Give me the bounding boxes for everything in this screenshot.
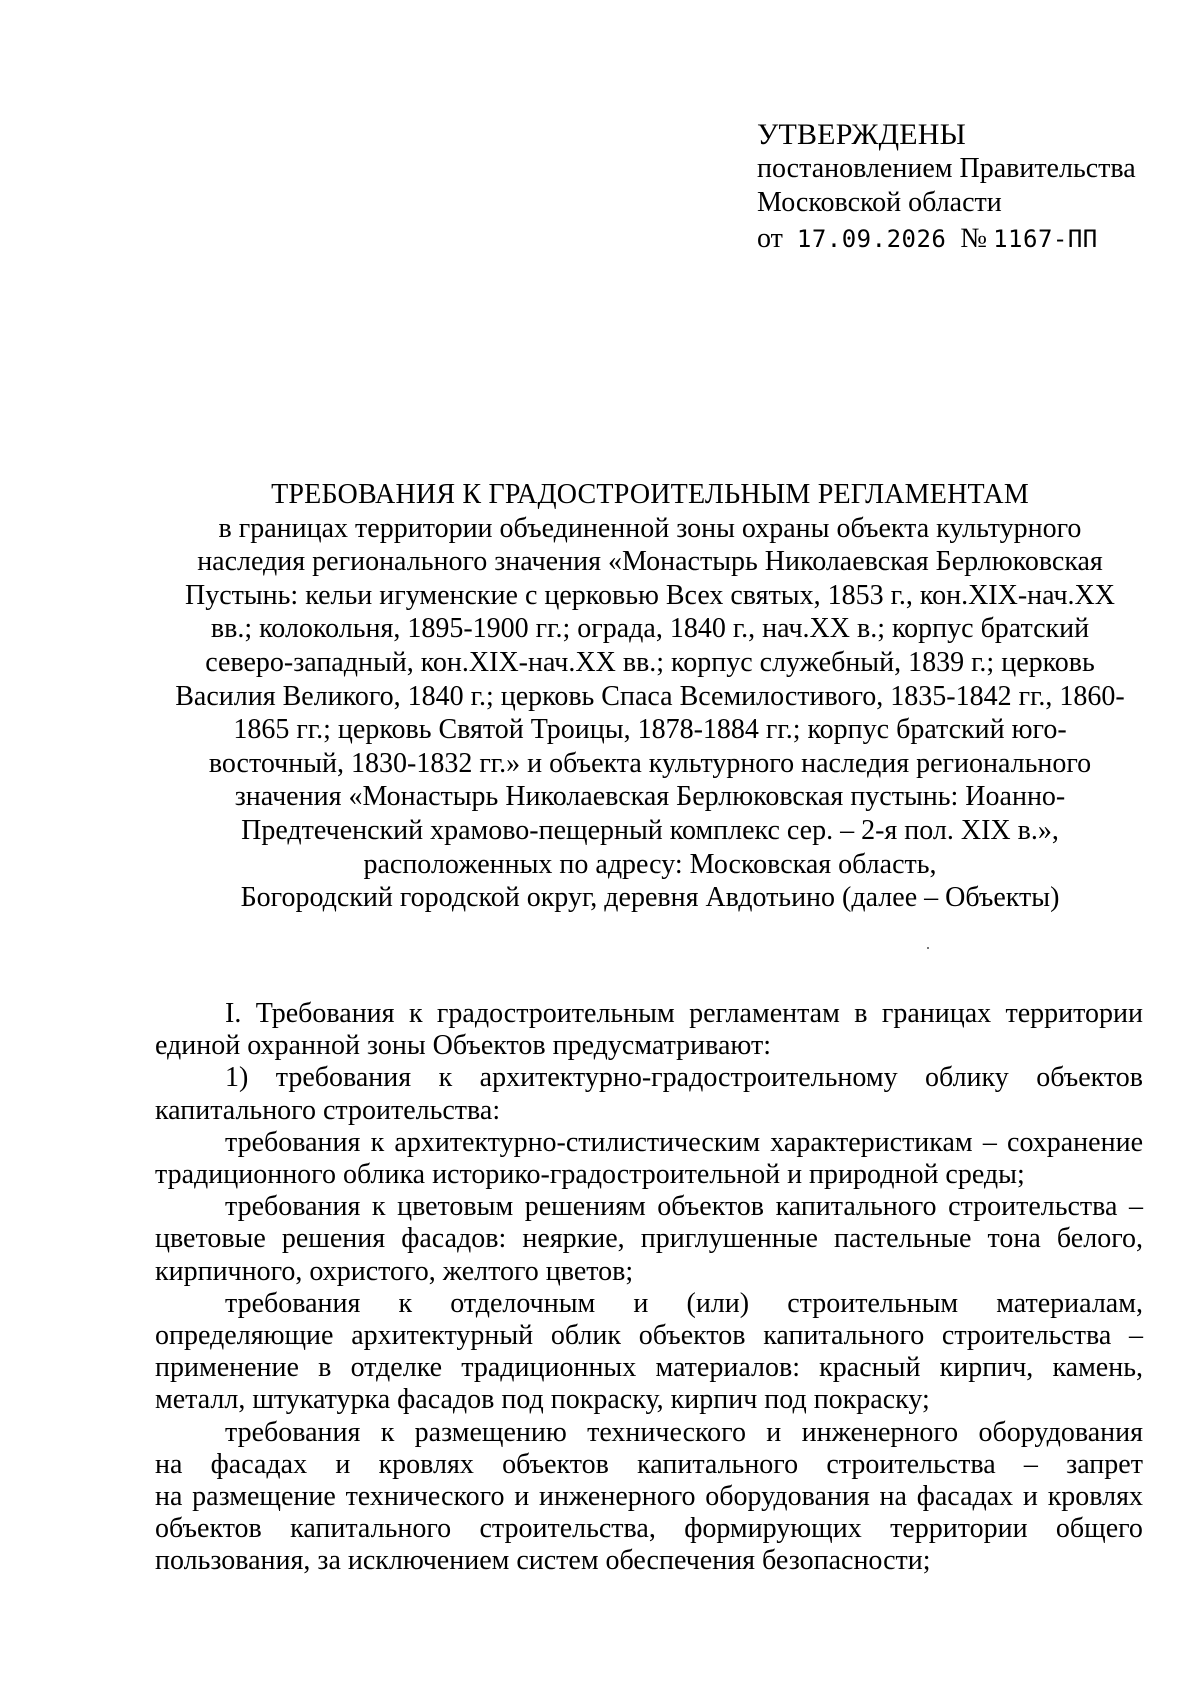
color-req-text: цветовые решения фасадов: неяркие, приглушенные пастельные тона белого, bbox=[155, 1223, 1143, 1255]
material-req-word: к bbox=[398, 1287, 413, 1319]
item-1-text: капитального строительства: bbox=[155, 1094, 501, 1126]
item-1-line bbox=[155, 1095, 1143, 1127]
equipment-req-word: территории bbox=[890, 1513, 1028, 1545]
title-line: Василия Великого, 1840 г.; церковь Спаса Всемилостивого, 1835-1842 гг., 1860- bbox=[175, 680, 1125, 712]
section-1-line bbox=[155, 1030, 1143, 1062]
equipment-req-text: на размещение технического и инженерного оборудования на фасадах и кровлях bbox=[155, 1481, 1143, 1513]
title-line: вв.; колокольня, 1895-1900 гг.; ограда, 1840 г., нач.XX в.; корпус братский bbox=[210, 613, 1090, 645]
equipment-req-line bbox=[155, 1481, 1143, 1513]
title-line: восточный, 1830-1832 гг.» и объекта культурного наследия регионального bbox=[208, 747, 1092, 779]
section-1-text: I. Требования к градостроительным регламентам в границах территории bbox=[225, 998, 1143, 1029]
document-title: ТРЕБОВАНИЯ К ГРАДОСТРОИТЕЛЬНЫМ РЕГЛАМЕНТАМ bbox=[271, 479, 1029, 510]
approval-title: УТВЕРЖДЕНЫ bbox=[757, 118, 967, 151]
title-line: наследия регионального значения «Монастырь Николаевская Берлюковская bbox=[197, 546, 1103, 578]
material-req-text: определяющие архитектурный облик объектов капитального строительства – bbox=[155, 1320, 1143, 1352]
title-line: Богородский городской округ, деревня Авдотьино (далее – Объекты) bbox=[240, 882, 1060, 914]
title-line: 1865 гг.; церковь Святой Троицы, 1878-1884 гг.; корпус братский юго- bbox=[233, 714, 1067, 746]
equipment-req-word: и bbox=[335, 1448, 351, 1480]
approval-region-line: Московской области bbox=[757, 187, 1002, 218]
material-req-word: и bbox=[633, 1287, 649, 1319]
title-line: северо-западный, кон.XIX-нач.XX вв.; корпус служебный, 1839 г.; церковь bbox=[205, 646, 1095, 678]
color-req-text: кирпичного, охристого, желтого цветов; bbox=[155, 1255, 634, 1287]
scan-speck bbox=[927, 947, 929, 949]
color-req-line bbox=[155, 1223, 1143, 1255]
material-req-word: строительным bbox=[787, 1287, 959, 1319]
equipment-req-line bbox=[155, 1449, 1143, 1481]
approval-date-prefix: от bbox=[757, 223, 783, 254]
equipment-req-word: капитального bbox=[290, 1513, 452, 1545]
approval-date-line bbox=[757, 222, 1177, 256]
color-req-line bbox=[155, 1191, 1143, 1223]
style-req-line bbox=[155, 1159, 1143, 1191]
item-1-text: 1) требования к архитектурно-градостроительному облику объектов bbox=[225, 1062, 1143, 1094]
equipment-req-word: общего bbox=[1055, 1513, 1143, 1545]
equipment-req-word: формирующих bbox=[684, 1513, 862, 1545]
document-body bbox=[155, 998, 1143, 1578]
material-req-line bbox=[155, 1288, 1143, 1320]
equipment-req-word: запрет bbox=[1066, 1448, 1143, 1480]
section-1-line bbox=[155, 998, 1143, 1030]
equipment-req-word: строительства, bbox=[479, 1513, 656, 1545]
equipment-req-line bbox=[155, 1417, 1143, 1449]
title-line: расположенных по адресу: Московская область, bbox=[363, 848, 937, 880]
material-req-word: требования bbox=[225, 1287, 361, 1319]
color-req-line bbox=[155, 1256, 1143, 1288]
equipment-req-word: объектов bbox=[155, 1513, 262, 1545]
section-1-text: единой охранной зоны Объектов предусматривают: bbox=[155, 1030, 771, 1062]
material-req-word: (или) bbox=[686, 1287, 750, 1319]
material-req-text: применение в отделке традиционных материалов: красный кирпич, камень, bbox=[155, 1352, 1143, 1384]
material-req-word: материалам, bbox=[996, 1287, 1143, 1319]
title-line: значения «Монастырь Николаевская Берлюковская пустынь: Иоанно- bbox=[234, 781, 1066, 813]
material-req-line bbox=[155, 1320, 1143, 1352]
approval-number: 1167-ПП bbox=[993, 225, 1098, 253]
equipment-req-word: капитального bbox=[637, 1448, 799, 1480]
approval-block bbox=[757, 118, 1177, 256]
material-req-line bbox=[155, 1352, 1143, 1384]
equipment-req-text: требования к размещению технического и инженерного оборудования bbox=[225, 1416, 1143, 1448]
equipment-req-word: фасадах bbox=[210, 1448, 308, 1480]
equipment-req-line bbox=[155, 1545, 1143, 1577]
item-1-line bbox=[155, 1062, 1143, 1094]
approval-authority-line: постановлением Правительства bbox=[757, 153, 1136, 184]
equipment-req-word: объектов bbox=[502, 1448, 609, 1480]
color-req-text: требования к цветовым решениям объектов капитального строительства – bbox=[225, 1191, 1143, 1223]
equipment-req-word: на bbox=[155, 1448, 183, 1480]
title-line: Пустынь: кельи игуменские с церковью Всех святых, 1853 г., кон.XIX-нач.XX bbox=[184, 579, 1115, 611]
material-req-word: отделочным bbox=[450, 1287, 596, 1319]
document-title-block bbox=[150, 478, 1150, 915]
equipment-req-line bbox=[155, 1513, 1143, 1545]
approval-date: 17.09.2026 bbox=[796, 225, 947, 253]
equipment-req-word: – bbox=[1023, 1448, 1038, 1480]
style-req-text: традиционного облика историко-градостроительной и природной среды; bbox=[155, 1159, 1025, 1191]
material-req-line bbox=[155, 1384, 1143, 1416]
title-line: Предтеченский храмово-пещерный комплекс сер. – 2-я пол. XIX в.», bbox=[241, 814, 1059, 846]
equipment-req-text: пользования, за исключением систем обеспечения безопасности; bbox=[155, 1545, 931, 1577]
equipment-req-word: строительства bbox=[826, 1448, 996, 1480]
title-line: в границах территории объединенной зоны охраны объекта культурного bbox=[218, 512, 1082, 544]
style-req-text: требования к архитектурно-стилистическим характеристикам – сохранение bbox=[225, 1126, 1143, 1158]
material-req-text: металл, штукатурка фасадов под покраску, кирпич под покраску; bbox=[155, 1384, 930, 1416]
equipment-req-word: кровлях bbox=[378, 1448, 474, 1480]
approval-number-prefix: № bbox=[960, 223, 988, 254]
style-req-line bbox=[155, 1127, 1143, 1159]
